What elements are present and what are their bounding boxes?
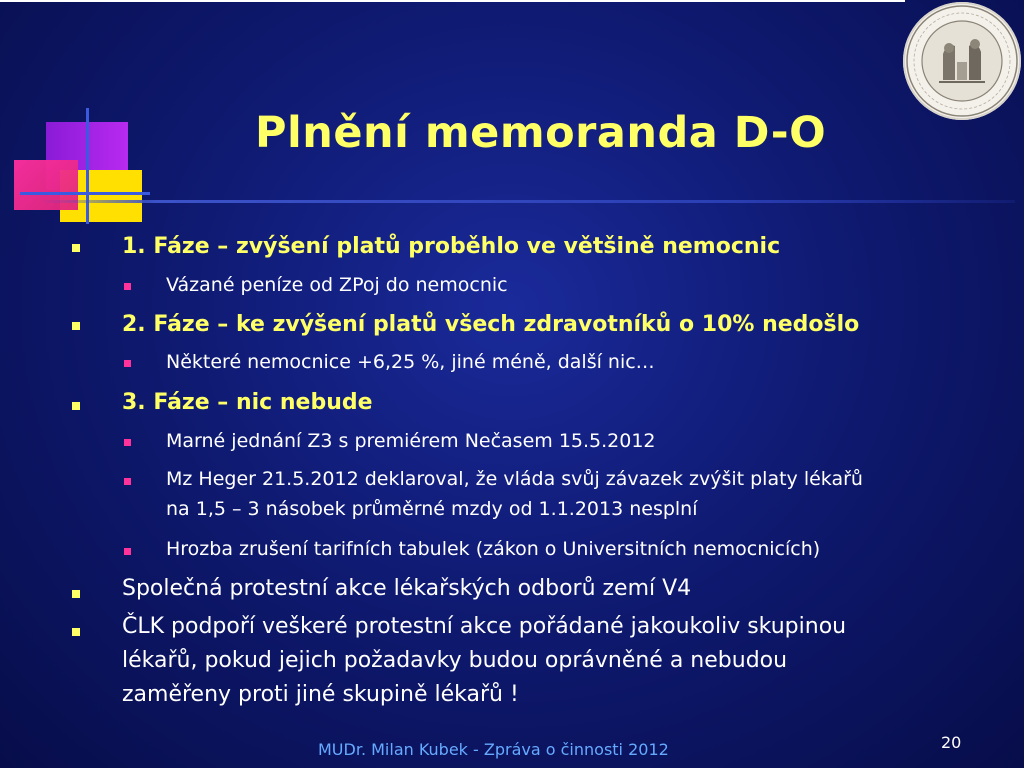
bullet-marker	[72, 322, 80, 330]
sub-bullet-marker	[124, 360, 131, 367]
bullet-marker	[72, 590, 80, 598]
list-item: Hrozba zrušení tarifních tabulek (zákon o Universitních nemocnicích)	[166, 538, 821, 560]
deco-vertical-line	[86, 108, 89, 224]
bullet-marker	[72, 628, 80, 636]
deco-horizontal-line	[20, 192, 150, 195]
list-item: Vázané peníze od ZPoj do nemocnic	[166, 274, 508, 296]
list-item-line: na 1,5 – 3 násobek průměrné mzdy od 1.1.2013 nesplní	[166, 498, 698, 520]
list-item: Společná protestní akce lékařských odborů zemí V4	[122, 576, 692, 601]
chamber-seal-logo	[903, 2, 1021, 120]
page-number: 20	[941, 733, 962, 752]
list-item: Některé nemocnice +6,25 %, jiné méně, další nic…	[166, 351, 655, 373]
sub-bullet-marker	[124, 478, 131, 485]
sub-bullet-marker	[124, 439, 131, 446]
list-item-line: ČLK podpoří veškeré protestní akce pořádané jakoukoliv skupinou	[122, 614, 847, 639]
slide-footer: MUDr. Milan Kubek - Zpráva o činnosti 2012	[318, 740, 669, 759]
sub-bullet-marker	[124, 283, 131, 290]
list-item-line: zaměřeny proti jiné skupině lékařů !	[122, 682, 519, 707]
list-item: 1. Fáze – zvýšení platů proběhlo ve většině nemocnic	[122, 234, 781, 259]
list-item: Marné jednání Z3 s premiérem Nečasem 15.5.2012	[166, 430, 656, 452]
bullet-marker	[72, 244, 80, 252]
list-item-line: Mz Heger 21.5.2012 deklaroval, že vláda svůj závazek zvýšit platy lékařů	[166, 468, 863, 490]
bullet-marker	[72, 402, 80, 410]
list-item: 3. Fáze – nic nebude	[122, 390, 373, 415]
list-item-line: lékařů, pokud jejich požadavky budou oprávněné a nebudou	[122, 648, 788, 673]
sub-bullet-marker	[124, 548, 131, 555]
list-item: 2. Fáze – ke zvýšení platů všech zdravotníků o 10% nedošlo	[122, 312, 860, 337]
slide-title: Plnění memoranda D-O	[255, 108, 827, 158]
top-border-line	[0, 0, 905, 2]
title-underline	[40, 200, 1015, 203]
